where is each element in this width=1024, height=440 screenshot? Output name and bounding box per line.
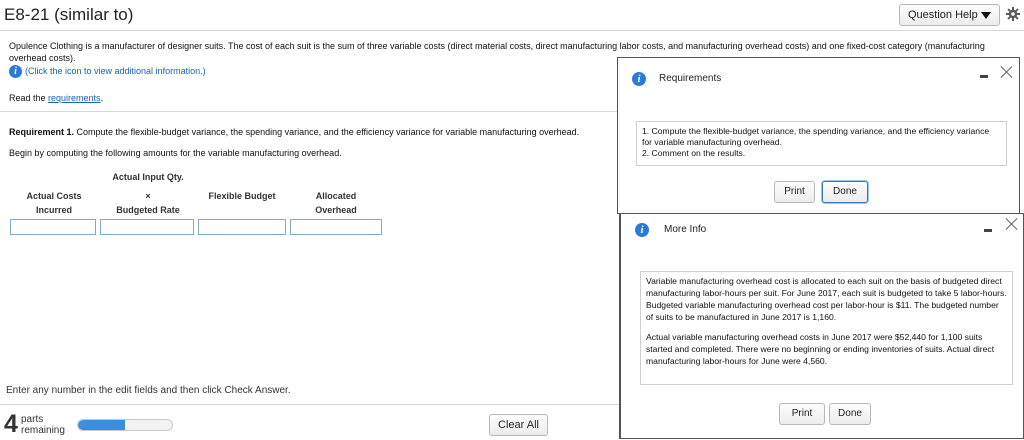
requirements-panel — [617, 57, 1020, 214]
read-requirements — [9, 92, 103, 104]
requirement-item-1: 1. Compute the flexible-budget variance, the spending variance, and the efficiency variance for variable manufacturing overhead. — [642, 126, 990, 147]
times-symbol: × — [145, 191, 151, 201]
minimize-icon[interactable] — [984, 229, 992, 232]
minimize-icon[interactable] — [980, 75, 988, 78]
close-icon[interactable] — [1001, 66, 1013, 78]
parts-label-line: parts — [21, 414, 44, 425]
budgeted-rate-input[interactable] — [100, 219, 194, 235]
flexible-budget-input[interactable] — [198, 219, 286, 235]
parts-label — [21, 414, 65, 436]
info-icon: i — [635, 223, 649, 237]
question-help-label: Question Help — [908, 9, 978, 21]
column-header-line: Incurred — [35, 205, 72, 215]
more-info-panel — [620, 213, 1024, 439]
more-info-paragraph: Variable manufacturing overhead cost is allocated to each suit on the basis of budgeted direct manufacturing labor-hours per suit. For June 2017, each suit is budgeted to take 5 labor-hours. Budgeted variable manufacturing overhead cost per labor-hour is $11. The budgeted number of suits to be manufactured in June 2017 is 1,160. — [646, 276, 1007, 322]
more-info-panel-header — [621, 214, 1023, 251]
requirement-item-2: 2. Comment on the results. — [642, 148, 746, 158]
gear-icon[interactable] — [1006, 7, 1020, 21]
parts-progress-bar — [77, 419, 173, 431]
column-header-line: Actual Costs — [26, 191, 82, 201]
column-header-line: Budgeted Rate — [116, 205, 180, 215]
done-button[interactable]: Done — [829, 403, 871, 425]
column-header-budgeted-rate — [100, 189, 196, 217]
column-header-actual-costs — [10, 189, 98, 217]
requirements-panel-title: Requirements — [659, 73, 722, 84]
more-info-content — [640, 271, 1013, 385]
info-icon: i — [632, 72, 646, 86]
read-suffix: . — [100, 93, 104, 103]
more-info-panel-title: More Info — [664, 224, 707, 235]
instructions-text: Enter any number in the edit fields and then click Check Answer. — [6, 385, 291, 396]
column-header-line: Allocated — [315, 191, 357, 201]
question-help-button[interactable] — [899, 4, 1000, 26]
print-button[interactable]: Print — [779, 403, 825, 425]
column-header-flexible-budget — [198, 189, 286, 203]
divider — [0, 111, 620, 112]
close-icon[interactable] — [1006, 218, 1018, 230]
requirements-list — [636, 121, 1007, 166]
additional-info-link[interactable] — [9, 65, 206, 78]
done-button[interactable]: Done — [822, 181, 868, 203]
requirements-link[interactable]: requirements — [48, 93, 101, 103]
requirement-1 — [9, 126, 617, 138]
parts-count: 4 — [4, 410, 18, 438]
allocated-overhead-input[interactable] — [290, 219, 382, 235]
more-info-paragraph: Actual variable manufacturing overhead costs in June 2017 were $52,440 for 1,100 suits started and completed. There were no beginning or ending inventories of suits. Actual direct manufacturing labor-hours for June were 4,560. — [646, 332, 995, 366]
requirement-1-label: Requirement 1. — [9, 127, 75, 137]
parts-label-line: remaining — [21, 425, 65, 436]
requirement-1-text: Compute the flexible-budget variance, the spending variance, and the efficiency variance for variable manufacturing overhead. — [74, 127, 580, 137]
read-prefix: Read the — [9, 93, 49, 103]
column-header-line: Flexible Budget — [208, 191, 276, 201]
actual-costs-input[interactable] — [10, 219, 96, 235]
clear-all-button[interactable]: Clear All — [489, 414, 548, 436]
caret-down-icon — [981, 12, 991, 19]
begin-instructions: Begin by computing the following amounts for the variable manufacturing overhead. — [9, 148, 342, 158]
problem-intro: Opulence Clothing is a manufacturer of designer suits. The cost of each suit is the sum of three variable costs (direct material costs, direct manufacturing labor costs, and manufacturing overhead costs) and one fixed-cost category (manufacturing overhead costs). — [9, 41, 985, 63]
progress-fill — [78, 420, 125, 430]
column-header-allocated-overhead — [290, 189, 382, 217]
print-button[interactable]: Print — [774, 181, 815, 203]
page-title: E8-21 (similar to) — [4, 5, 134, 24]
requirements-panel-header — [618, 58, 1019, 95]
column-header-line: Overhead — [315, 205, 357, 215]
info-icon[interactable]: i — [9, 65, 22, 78]
table-top-header: Actual Input Qty. — [112, 172, 184, 182]
additional-info-text: (Click the icon to view additional information.) — [25, 65, 206, 76]
divider — [0, 404, 620, 405]
top-bar — [0, 0, 1024, 31]
